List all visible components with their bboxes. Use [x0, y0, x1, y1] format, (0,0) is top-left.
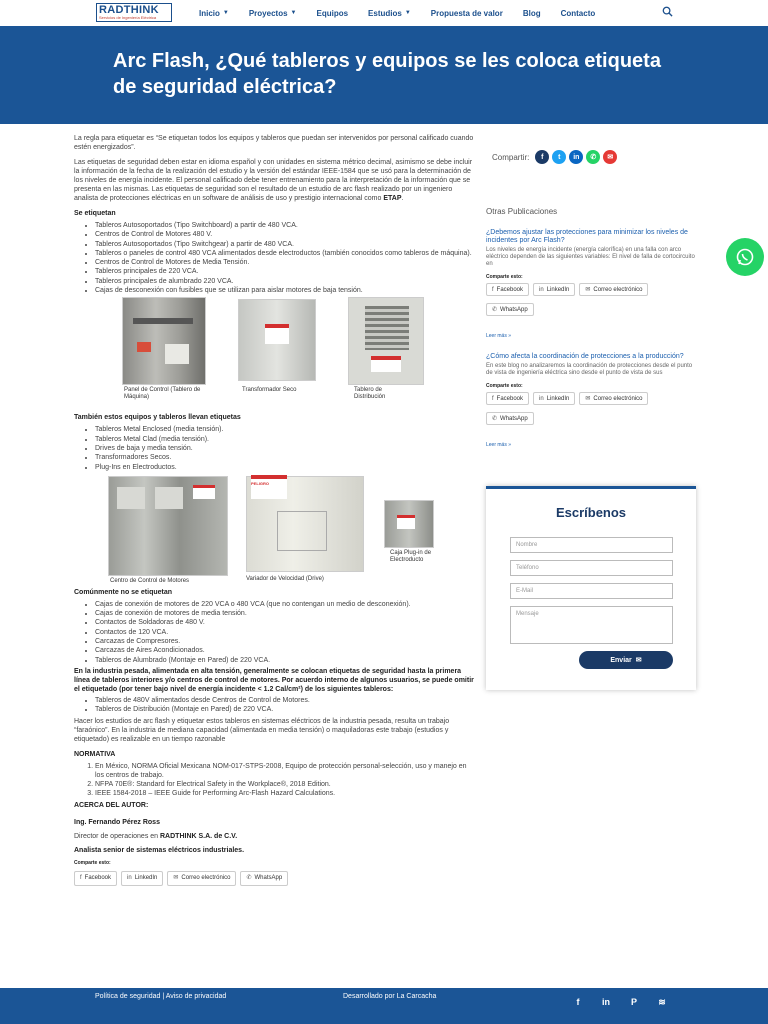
footer-links[interactable]: Política de seguridad | Aviso de privacidad: [95, 993, 227, 1000]
chevron-down-icon: ▼: [290, 10, 297, 16]
post-card: [486, 353, 696, 448]
list-item: 3. IEEE 1584-2018 – IEEE Guide for Performing Arc-Flash Hazard Calculations.: [95, 789, 474, 798]
whatsapp-float-button[interactable]: [726, 238, 764, 276]
nav-item-label: Inicio: [199, 8, 220, 18]
share-whatsapp-button[interactable]: [486, 412, 534, 425]
article-paragraph: [74, 158, 474, 203]
labeled-equipment-list: [95, 221, 474, 295]
linkedin-icon[interactable]: in: [602, 997, 610, 1007]
post-card: [486, 229, 696, 339]
share-button-label: Facebook: [496, 286, 524, 293]
nav-item-contacto[interactable]: [561, 9, 596, 18]
author-role-text: Director de operaciones en: [74, 832, 160, 840]
paragraph-text: Las etiquetas de seguridad deben estar en idioma español y con unidades en sistema métrico decimal, asimismo se debe incluir la información de la fecha de la realización del estudio y la versión del estándar IEEE-1584 que se usó para la determinación de los niveles de energía incidente. El personal calificado debe tener entrenamiento para la interpretación de la información que se presenta en las mismas. Las etiquetas de seguridad son el resultado de un estudio de arc flash realizado por un ingeniero analista de protecciones eléctricas en un software de análisis de uso y prestigio internacional como: [74, 159, 473, 202]
email-icon: ✉: [173, 874, 179, 881]
share-button-label: WhatsApp: [254, 874, 283, 881]
share-whatsapp-button[interactable]: [240, 871, 288, 886]
image-caption: Caja Plug-in de Electroducto: [390, 549, 432, 563]
also-labeled-list: [95, 425, 474, 471]
message-field[interactable]: Mensaje: [510, 606, 673, 644]
list-item: • Tableros principales de alumbrado 220 VCA.: [95, 277, 474, 286]
nav-item-label: Estudios: [368, 8, 402, 18]
post-share-row: [486, 392, 686, 428]
top-nav: [0, 0, 768, 26]
whatsapp-icon: [735, 247, 755, 267]
article-paragraph: En la industria pesada, alimentada en alta tensión, generalmente se colocan etiquetas de seguridad hasta la primera línea de tableros interiores y/o centros de control de motores. Por acuerdo interno de algunos usuarios, se puede omitir el etiquetado (por tener bajo nivel de energía incidente < 1.2 Cal/cm²) de los siguientes tableros:: [74, 667, 474, 693]
share-button-label: LinkedIn: [546, 286, 570, 293]
etap-bold: ETAP: [383, 195, 402, 202]
nav-item-propuesta-de-valor[interactable]: [431, 9, 503, 18]
list-item: • Cajas de conexión de motores de 220 VCA o 480 VCA (que no contengan un medio de desconexión).: [95, 600, 474, 609]
list-item: 2. NFPA 70E®: Standard for Electrical Safety in the Workplace®, 2018 Edition.: [95, 780, 474, 789]
share-facebook-button[interactable]: [486, 283, 529, 296]
facebook-icon: f: [492, 395, 494, 402]
nav-item-label: Contacto: [560, 8, 596, 18]
author-company: RADTHINK S.A. de C.V.: [160, 832, 238, 840]
facebook-icon[interactable]: f: [535, 150, 549, 164]
whatsapp-icon: ✆: [246, 874, 252, 881]
share-linkedin-button[interactable]: [533, 283, 575, 296]
share-facebook-button[interactable]: [74, 871, 117, 886]
other-posts-title: Otras Publicaciones: [486, 207, 558, 216]
list-item: • Drives de baja y media tensión.: [95, 444, 474, 453]
linkedin-icon: in: [539, 286, 544, 293]
facebook-icon[interactable]: f: [576, 997, 580, 1007]
post-share-row: [486, 283, 686, 319]
distribution-board-image: [348, 297, 424, 385]
footer-credit[interactable]: Desarrollado por La Carcacha: [343, 993, 437, 1000]
share-button-label: LinkedIn: [134, 874, 158, 881]
share-button-label: WhatsApp: [500, 306, 528, 313]
equipment-images-1: [74, 297, 474, 411]
share-button-label: Facebook: [496, 395, 524, 402]
chevron-down-icon: ▼: [222, 10, 229, 16]
list-item: • Tableros principales de 220 VCA.: [95, 267, 474, 276]
nav-item-estudios[interactable]: [368, 9, 411, 18]
list-item: • Transformadores Secos.: [95, 453, 474, 462]
author-name: Ing. Fernando Pérez Ross: [74, 818, 160, 826]
facebook-icon: f: [80, 874, 82, 881]
nav-item-blog[interactable]: [523, 9, 541, 18]
section-heading: Se etiquetan: [74, 210, 116, 217]
equipment-images-2: [74, 474, 474, 592]
share-facebook-button[interactable]: [486, 392, 529, 405]
share-button-label: Correo electrónico: [593, 286, 643, 293]
nav-item-equipos[interactable]: [316, 9, 348, 18]
share-email-button[interactable]: [579, 392, 648, 405]
linkedin-icon: in: [539, 395, 544, 402]
spotify-icon[interactable]: ≋: [658, 996, 666, 1007]
image-caption: Tablero de Distribución: [354, 387, 386, 401]
share-button-label: WhatsApp: [500, 415, 528, 422]
post-title-link[interactable]: ¿Debemos ajustar las protecciones para minimizar los niveles de incidentes por Arc Flash?: [486, 229, 688, 244]
envelope-icon: ✉: [635, 657, 642, 664]
phone-field[interactable]: Teléfono: [510, 560, 673, 576]
nav-item-label: Blog: [522, 8, 541, 18]
image-caption: Panel de Control (Tablero de Máquina): [124, 387, 201, 401]
whatsapp-icon[interactable]: ✆: [586, 150, 600, 164]
logo[interactable]: [96, 3, 172, 22]
nav-item-label: Proyectos: [248, 8, 288, 18]
post-excerpt: Los niveles de energía incidente (energía calorífica) en una falla con arco eléctrico dependen de las siguientes variables: El nivel de falla de cortocircuito en: [486, 247, 695, 267]
share-linkedin-button[interactable]: [533, 392, 575, 405]
linkedin-icon: in: [127, 874, 132, 881]
email-field[interactable]: E-Mail: [510, 583, 673, 599]
share-button-label: Facebook: [84, 874, 112, 881]
pinterest-icon[interactable]: P: [630, 997, 637, 1007]
name-field[interactable]: Nombre: [510, 537, 673, 553]
share-label: Comparte esto:: [486, 383, 523, 389]
list-item: • Tableros o paneles de control 480 VCA alimentados desde electroductos (también conocidos como tableros de máquina).: [95, 249, 474, 258]
image-caption: Centro de Control de Motores: [110, 577, 190, 584]
list-item: • Contactos de Soldadoras de 480 V.: [95, 618, 474, 627]
list-item: • Tableros Metal Enclosed (media tensión).: [95, 425, 474, 434]
logo-brand: RADTHINK: [99, 4, 159, 16]
section-heading: También estos equipos y tableros llevan etiquetas: [74, 414, 241, 422]
optional-list: [95, 696, 474, 715]
list-item: • Tableros Autosoportados (Tipo Switchboard) a partir de 480 VCA.: [95, 221, 474, 230]
share-email-button[interactable]: [167, 871, 236, 886]
nav-item-label: Propuesta de valor: [430, 8, 503, 18]
nav-item-proyectos[interactable]: [249, 9, 297, 18]
footer: [0, 988, 768, 1024]
post-title-link[interactable]: ¿Cómo afecta la coordinación de protecciones a la producción?: [486, 353, 684, 360]
plugin-box-image: [384, 500, 434, 548]
list-item: 1. En México, NORMA Oficial Mexicana NOM-017-STPS-2008, Equipo de protección personal-selección, uso y manejo en los centros de trabajo.: [95, 762, 474, 781]
list-item: • Carcazas de Compresores.: [95, 637, 474, 646]
post-list: [486, 229, 696, 448]
list-item: • Centros de Control de Motores de Media Tensión.: [95, 258, 474, 267]
list-item: • Carcazas de Aires Acondicionados.: [95, 646, 474, 655]
chevron-down-icon: ▼: [404, 10, 411, 16]
article-paragraph: Hacer los estudios de arc flash y etiquetar estos tableros en sistemas eléctricos de la industria pesada, resulta un trabajo “faraónico”. En la industria de mediana capacidad (alimentada en media tensión) o maquiladoras este trabajo (estudios y etiquetado) es realizable en un tiempo razonable: [74, 717, 450, 743]
section-heading: Comúnmente no se etiquetan: [74, 588, 173, 596]
nav-item-inicio[interactable]: [199, 9, 229, 18]
twitter-icon[interactable]: t: [552, 150, 566, 164]
list-item: • Tableros de Alumbrado (Montaje en Pared) de 220 VCA.: [95, 656, 474, 665]
share-label: Comparte esto:: [486, 274, 523, 280]
page-title: Arc Flash, ¿Qué tableros y equipos se les coloca etiqueta de seguridad eléctrica?: [113, 50, 661, 98]
send-label: Enviar: [610, 656, 632, 664]
logo-tagline: Servicios de Ingeniería Eléctrica: [99, 15, 157, 20]
article-body: [74, 134, 474, 886]
dry-transformer-image: [238, 299, 316, 381]
share-button-label: Correo electrónico: [181, 874, 231, 881]
article-share-row: [74, 871, 474, 886]
list-item: • Tableros de Distribución (Montaje en Pared) de 220 VCA.: [95, 705, 474, 714]
list-item: • Tableros Metal Clad (media tensión).: [95, 435, 474, 444]
hero-banner: [0, 26, 768, 124]
section-heading: NORMATIVA: [74, 750, 116, 758]
image-caption: Variador de Velocidad (Drive): [246, 575, 324, 582]
list-item: • Plug-Ins en Electroductos.: [95, 463, 474, 472]
share-linkedin-button[interactable]: [121, 871, 163, 886]
nav-menu: [199, 0, 615, 26]
share-whatsapp-button[interactable]: [486, 303, 534, 316]
list-item: • Cajas de conexión de motores de media tensión.: [95, 609, 474, 618]
list-item: • Tableros de 480V alimentados desde Centros de Control de Motores.: [95, 696, 474, 705]
author-title: Analista senior de sistemas eléctricos industriales.: [74, 846, 245, 854]
email-icon: ✉: [585, 396, 591, 402]
send-button[interactable]: [579, 651, 673, 669]
share-button-label: LinkedIn: [546, 395, 570, 402]
share-button-label: Correo electrónico: [593, 395, 643, 402]
share-label: Comparte esto:: [74, 859, 111, 866]
control-panel-image: [122, 297, 206, 385]
list-item: • Tableros Autosoportados (Tipo Switchgear) a partir de 480 VCA.: [95, 240, 474, 249]
normativa-list: [95, 762, 474, 799]
article-paragraph: La regla para etiquetar es “Se etiquetan todos los equipos y tableros que puedan ser intervenidos por personal calificado cuando estén energizados”.: [74, 135, 474, 151]
sidebar: [486, 136, 696, 448]
author-role: [74, 832, 474, 841]
form-title: Escríbenos: [555, 505, 627, 520]
list-item: • Centros de Control de Motores 480 V.: [95, 230, 474, 239]
paragraph-end: .: [401, 195, 404, 202]
footer-social: [572, 996, 668, 1008]
contact-form: [486, 486, 696, 690]
not-labeled-list: [95, 600, 474, 665]
facebook-icon: f: [492, 286, 494, 293]
section-heading: ACERCA DEL AUTOR:: [74, 801, 149, 809]
list-item: • Contactos de 120 VCA.: [95, 628, 474, 637]
motor-control-center-image: [108, 476, 228, 576]
nav-item-label: Equipos: [316, 8, 349, 18]
post-excerpt: En este blog no analizaremos la coordinación de protecciones desde el punto de vista de ingeniería eléctrica sino desde el punto de vista de sus: [486, 363, 693, 376]
share-email-button[interactable]: [579, 283, 648, 296]
search-icon[interactable]: [662, 6, 674, 18]
image-caption: Transformador Seco: [242, 387, 297, 394]
share-label: Compartir:: [492, 152, 530, 162]
list-item: • Cajas de desconexión con fusibles que se utilizan para aislar motores de baja tensión.: [95, 286, 474, 295]
whatsapp-icon: ✆: [492, 416, 498, 422]
sidebar-share: [486, 150, 696, 164]
email-icon[interactable]: ✉: [603, 150, 617, 164]
read-more-link[interactable]: Leer más »: [486, 333, 512, 339]
email-icon: ✉: [585, 287, 591, 293]
read-more-link[interactable]: Leer más »: [486, 442, 512, 448]
whatsapp-icon: ✆: [492, 307, 498, 313]
danger-label: PELIGRO: [251, 475, 287, 499]
drive-image: [246, 476, 364, 572]
linkedin-icon[interactable]: in: [569, 150, 583, 164]
